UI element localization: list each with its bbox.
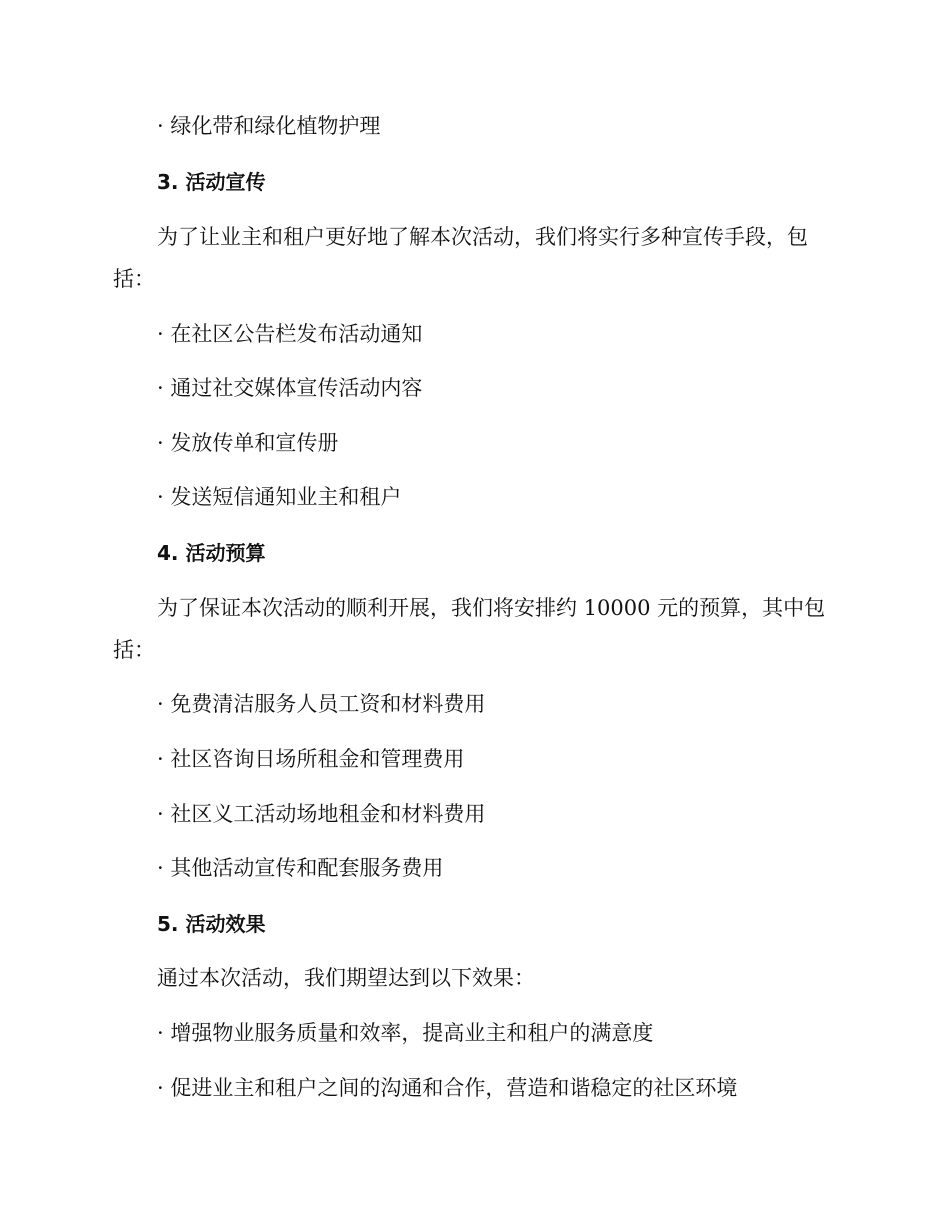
bullet-consultation-venue: · 社区咨询日场所租金和管理费用 [157, 747, 465, 771]
bullet-service-quality: · 增强物业服务质量和效率，提高业主和租户的满意度 [157, 1021, 654, 1045]
bullet-greenbelt-care: · 绿化带和绿化植物护理 [157, 114, 381, 138]
bullet-sms: · 发送短信通知业主和租户 [157, 485, 402, 509]
bullet-social-media: · 通过社交媒体宣传活动内容 [157, 376, 423, 400]
section-heading-budget: 4. 活动预算 [157, 541, 266, 565]
section-heading-publicity: 3. 活动宣传 [157, 170, 266, 194]
bullet-bulletin-board: · 在社区公告栏发布活动通知 [157, 322, 423, 346]
paragraph-budget-intro: 为了保证本次活动的顺利开展，我们将安排约 10000 元的预算，其中包括： [113, 596, 826, 662]
paragraph-publicity-intro: 为了让业主和租户更好地了解本次活动，我们将实行多种宣传手段，包括： [113, 225, 808, 291]
paragraph-effects-intro: 通过本次活动，我们期望达到以下效果： [157, 966, 535, 990]
section-heading-effects: 5. 活动效果 [157, 912, 266, 936]
bullet-cleaning-staff: · 免费清洁服务人员工资和材料费用 [157, 692, 486, 716]
bullet-other-costs: · 其他活动宣传和配套服务费用 [157, 856, 444, 880]
bullet-flyers: · 发放传单和宣传册 [157, 431, 339, 455]
bullet-volunteer-venue: · 社区义工活动场地租金和材料费用 [157, 802, 486, 826]
bullet-communication: · 促进业主和租户之间的沟通和合作，营造和谐稳定的社区环境 [157, 1076, 738, 1100]
